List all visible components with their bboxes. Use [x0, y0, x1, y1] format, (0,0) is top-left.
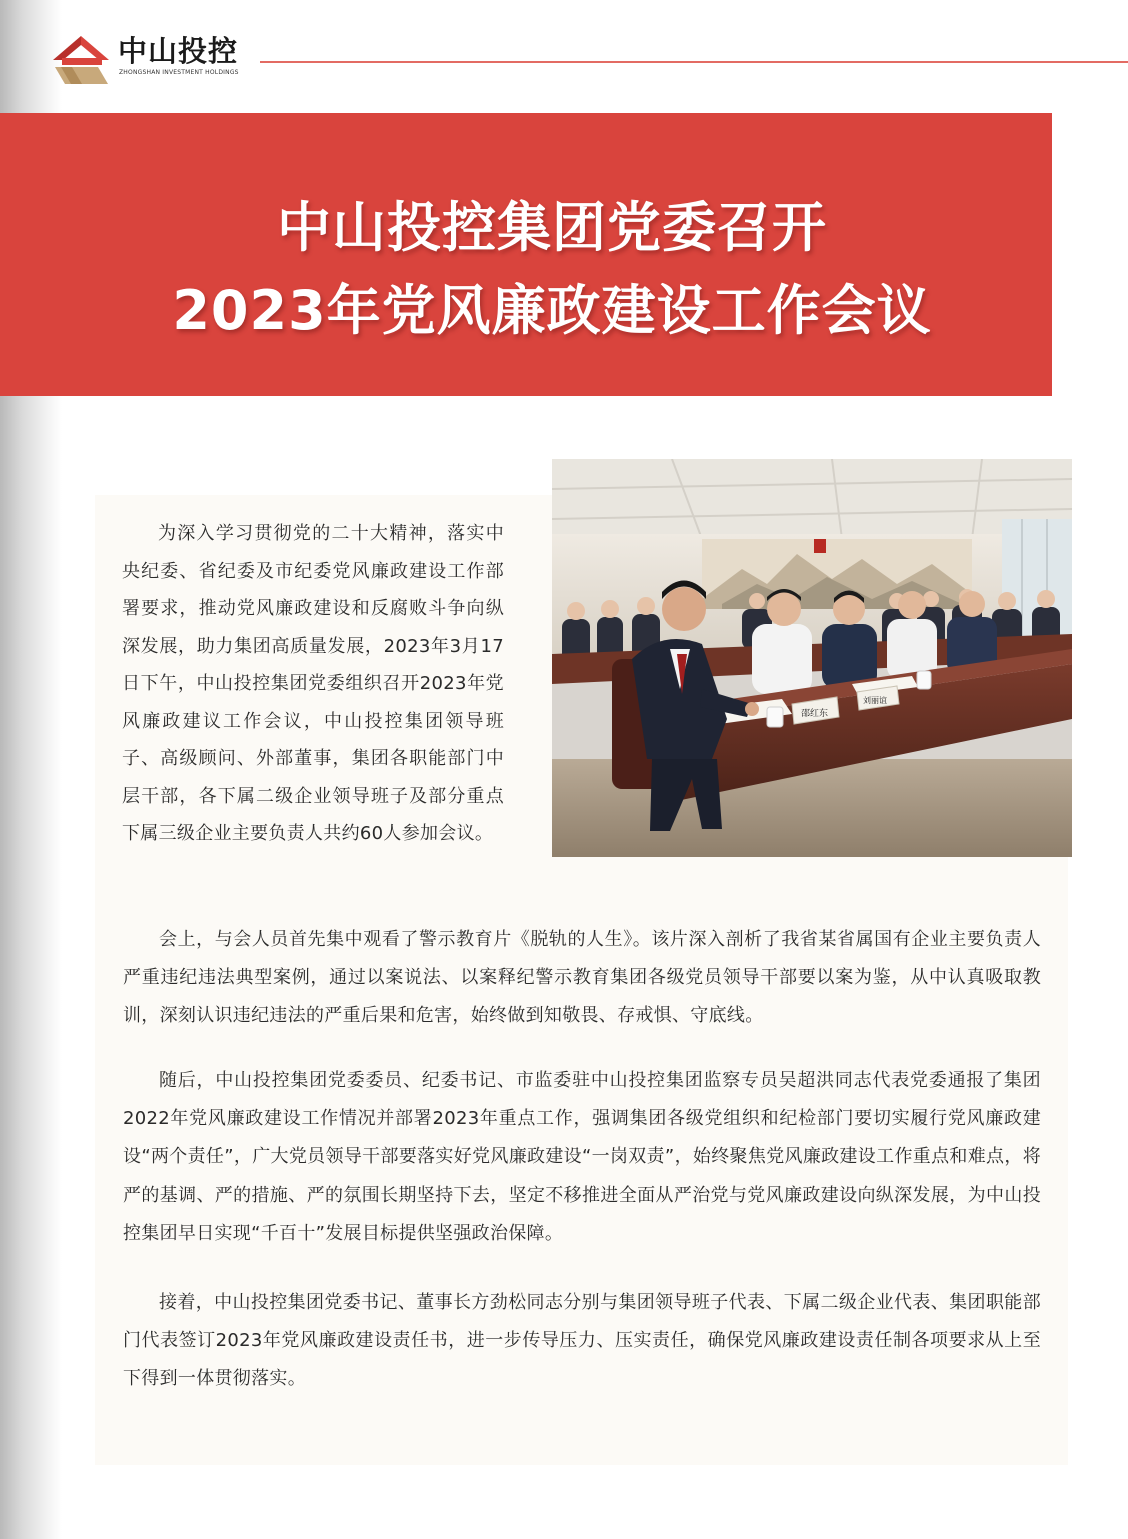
article-paragraph-1: 为深入学习贯彻党的二十大精神，落实中央纪委、省纪委及市纪委党风廉政建设工作部署要求，推动党风廉政建设和反腐败斗争向纵深发展，助力集团高质量发展，2023年3月17日下午，中山投控集团党委组织召开2023年党风廉政建议工作会议，中山投控集团领导班子、高级顾问、外部董事，集团各职能部门中层干部，各下属二级企业领导班子及部分重点下属三级企业主要负责人共约60人参加会议。 [122, 523, 504, 844]
article-title-line-2: 2023年党风廉政建设工作会议 [172, 279, 932, 342]
logo-chinese-name: 中山投控 [118, 34, 239, 68]
article-paragraph-2: 会上，与会人员首先集中观看了警示教育片《脱轨的人生》。该片深入剖析了我省某省属国有企业主要负责人严重违纪违法典型案例，通过以案说法、以案释纪警示教育集团各级党员领导干部要以案为鉴，从中认真吸取教训，深刻认识违纪违法的严重后果和危害，始终做到知敬畏、存戒惧、守底线。 [123, 929, 1041, 1026]
meeting-photo [552, 459, 1072, 857]
article-paragraph-4: 接着，中山投控集团党委书记、董事长方劲松同志分别与集团领导班子代表、下属二级企业代表、集团职能部门代表签订2023年党风廉政建设责任书，进一步传导压力、压实责任，确保党风廉政建设责任制各项要求从上至下得到一体贯彻落实。 [123, 1292, 1041, 1389]
company-logo-icon [52, 34, 110, 86]
header-divider [260, 61, 1128, 63]
article-title-line-1: 中山投控集团党委召开 [277, 196, 827, 259]
page-header [0, 0, 1128, 100]
nameplate-1: 邵红东 [801, 709, 829, 719]
article-paragraph-3: 随后，中山投控集团党委委员、纪委书记、市监委驻中山投控集团监察专员吴超洪同志代表党委通报了集团2022年党风廉政建设工作情况并部署2023年重点工作，强调集团各级党组织和纪检部门要切实履行党风廉政建设“两个责任”，广大党员领导干部要落实好党风廉政建设“一岗双责”，始终聚焦党风廉政建设工作重点和难点，将严的基调、严的措施、严的氛围长期坚持下去，坚定不移推进全面从严治党与党风廉政建设向纵深发展，为中山投控集团早日实现“千百十”发展目标提供坚强政治保障。 [123, 1070, 1041, 1244]
nameplate-2: 刘丽谊 [863, 696, 887, 705]
logo-english-name: ZHONGSHAN INVESTMENT HOLDINGS [119, 69, 239, 76]
